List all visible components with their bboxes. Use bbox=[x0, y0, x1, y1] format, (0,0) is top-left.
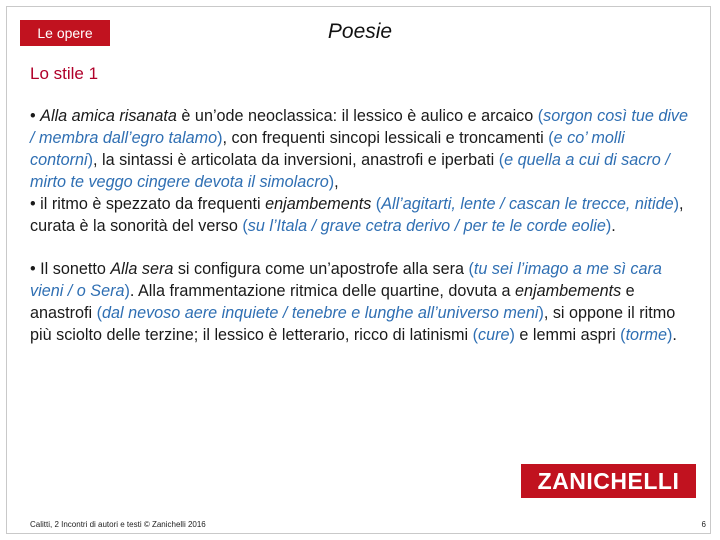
paren: ) bbox=[217, 128, 223, 147]
paren: ) bbox=[605, 216, 612, 235]
text-run: , bbox=[334, 172, 339, 191]
zanichelli-logo: ZANICHELLI bbox=[521, 464, 696, 498]
text-run: , la sintassi è articolata da inversioni, anastrofi e iperbati bbox=[92, 150, 499, 169]
text-run: , si oppone il ritmo più sciolto delle terzine; il lessico è letterario, ricco di latinismi bbox=[30, 304, 676, 345]
term: enjambements bbox=[265, 194, 372, 213]
text-run: si configura come un’apostrofe alla sera bbox=[173, 260, 469, 279]
text-run: . Alla frammentazione ritmica delle quartine, dovuta a bbox=[129, 282, 515, 301]
quote: dal nevoso aere inquiete / tenebre e lunghe all’universo meni bbox=[101, 304, 539, 323]
text-run: , curata è la sonorità del verso bbox=[30, 194, 684, 235]
paren: ( bbox=[548, 128, 554, 147]
page-number: 6 bbox=[701, 520, 706, 529]
page-title: Poesie bbox=[327, 20, 393, 43]
footer-credit: Calitti, 2 Incontri di autori e testi © Zanichelli 2016 bbox=[30, 520, 206, 529]
quote: sorgon così tue dive / membra dall’egro talamo bbox=[30, 107, 689, 147]
quote: e quella a cui di sacro / mirto te veggo cingere devota il simolacro bbox=[30, 150, 670, 191]
term: enjambements bbox=[514, 282, 622, 301]
text-run: , con frequenti sincopi lessicali e troncamenti bbox=[222, 128, 549, 147]
text-run: • il ritmo è spezzato da frequenti bbox=[30, 194, 266, 213]
quote: e co’ molli contorni bbox=[30, 128, 625, 169]
paren: ( bbox=[498, 150, 505, 169]
paren: ) bbox=[666, 326, 673, 345]
paren: ( bbox=[375, 194, 382, 213]
paragraph-gap bbox=[30, 237, 695, 259]
paren: ( bbox=[537, 107, 544, 125]
paren: ( bbox=[472, 326, 479, 345]
paren: ) bbox=[509, 326, 515, 345]
paren: ) bbox=[328, 172, 335, 191]
section-subtitle: Lo stile 1 bbox=[30, 64, 99, 83]
paren: ) bbox=[87, 150, 93, 169]
bullet-alla-sera bbox=[30, 259, 695, 347]
quote: All’agitarti, lente / cascan le trecce, nitide bbox=[381, 194, 674, 213]
text-run: e anastrofi bbox=[30, 282, 635, 323]
text-run: . bbox=[672, 326, 677, 345]
body-text bbox=[30, 106, 695, 347]
paren: ( bbox=[96, 304, 102, 323]
paren: ( bbox=[468, 260, 474, 279]
text-run: . bbox=[611, 216, 616, 235]
section-tag: Le opere bbox=[20, 20, 110, 46]
paren: ) bbox=[538, 304, 544, 323]
quote: tu sei l’imago a me sì cara vieni / o Sera bbox=[30, 260, 662, 301]
paren: ( bbox=[620, 326, 626, 345]
quote: torme bbox=[625, 326, 667, 345]
work-title: Alla amica risanata bbox=[40, 107, 177, 125]
quote: su l’Itala / grave cetra derivo / per te le corde eolie bbox=[247, 216, 606, 235]
work-title: Alla sera bbox=[110, 260, 174, 279]
bullet-ritmo bbox=[30, 194, 695, 238]
bullet-alla-amica bbox=[30, 106, 695, 194]
text-run: è un’ode neoclassica: il lessico è aulico e arcaico bbox=[176, 107, 538, 125]
quote: cure bbox=[478, 326, 510, 345]
text-run: e lemmi aspri bbox=[514, 326, 621, 345]
paren: ( bbox=[242, 216, 248, 235]
paren: ) bbox=[124, 282, 130, 301]
text-run: • Il sonetto bbox=[30, 260, 111, 279]
paren: ) bbox=[673, 194, 679, 213]
text-run: • bbox=[30, 107, 41, 125]
